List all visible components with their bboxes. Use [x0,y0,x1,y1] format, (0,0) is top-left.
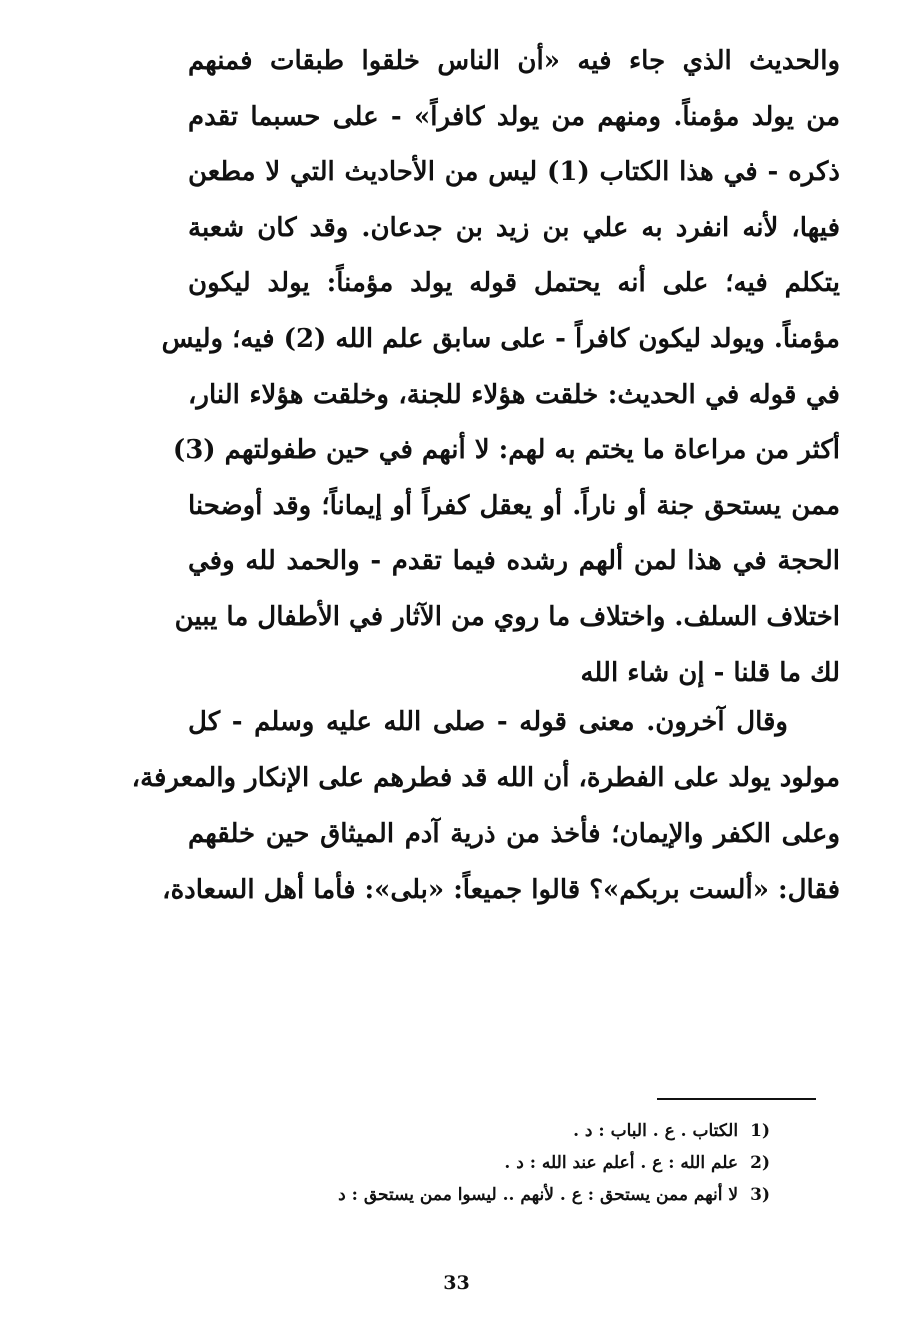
text-line: ممن يستحق جنة أو ناراً. أو يعقل كفراً أو إيماناً؛ وقد أوضحنا [188,490,840,521]
text-line: ذكره - في هذا الكتاب (1) ليس من الأحاديث التي لا مطعن [188,157,840,188]
paragraph-2 [131,694,840,918]
footnote [190,1115,770,1147]
footnote-number: (3 [750,1185,770,1205]
text-line: مولود يولد على الفطرة، أن الله قد فطرهم على الإنكار والمعرفة، [131,763,840,793]
footnote [190,1147,770,1179]
text-line: الحجة في هذا لمن ألهم رشده فيما تقدم - والحمد لله وفي [188,546,840,577]
text-line: مؤمناً. ويولد ليكون كافراً - على سابق علم الله (2) فيه؛ وليس [161,323,840,354]
footnote-number: (2 [750,1153,770,1173]
footnotes [190,1115,770,1211]
text-line: في قوله في الحديث: خلقت هؤلاء للجنة، وخلقت هؤلاء النار، [188,379,840,410]
text-line: وقال آخرون. معنى قوله - صلى الله عليه وسلم - كل [188,707,788,737]
text-line: والحديث الذي جاء فيه «أن الناس خلقوا طبقات فمنهم [188,46,840,76]
footnote-separator [657,1098,816,1100]
text-line: من يولد مؤمناً. ومنهم من يولد كافراً» - على حسبما تقدم [188,101,840,132]
text-line: يتكلم فيه؛ على أنه يحتمل قوله يولد مؤمناً: يولد ليكون [188,268,840,299]
footnote-text: الكتاب . ع . الباب : د . [573,1121,739,1141]
text-line: اختلاف السلف. واختلاف ما روي من الآثار في الأطفال ما يبين [174,601,840,632]
footnote-text: لا أنهم ممن يستحق : ع . لأنهم .. ليسوا ممن يستحق : د [338,1185,739,1205]
text-line: فقال: «ألست بربكم»؟ قالوا جميعاً: «بلى»: فأما أهل السعادة، [162,875,840,905]
text-line: أكثر من مراعاة ما يختم به لهم: لا أنهم في حين طفولتهم (3) [172,435,840,466]
footnote-text: علم الله : ع . أعلم عند الله : د . [504,1153,739,1173]
page-number: 33 [443,1272,470,1294]
paragraph-1 [161,34,840,701]
footnote [190,1179,770,1211]
text-line: وعلى الكفر والإيمان؛ فأخذ من ذرية آدم الميثاق حين خلقهم [188,819,840,849]
text-line: لك ما قلنا - إن شاء الله [580,657,840,688]
footnote-number: (1 [750,1121,770,1141]
text-line: فيها، لأنه انفرد به علي بن زيد بن جدعان. وقد كان شعبة [188,212,840,243]
